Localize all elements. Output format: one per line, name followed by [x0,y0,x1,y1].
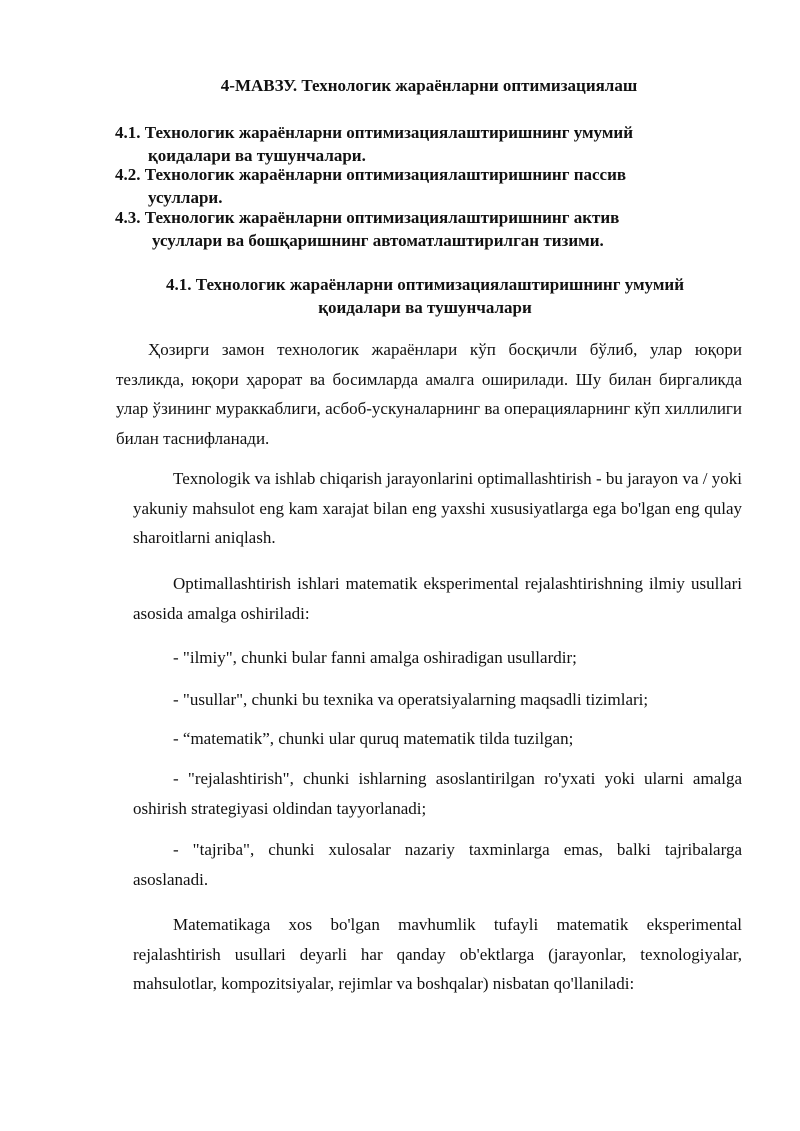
list-item: - "ilmiy", chunki bular fanni amalga oshiradigan usullardir; [173,648,577,667]
list-item: - "usullar", chunki bu texnika va operatsiyalarning maqsadli tizimlari; [173,690,649,709]
paragraph-basis: Optimallashtirish ishlari matematik eksperimental rejalashtirishning ilmiy usullari asosida amalga oshiriladi: [133,574,742,623]
toc-number: 4.2. [115,165,141,184]
section-heading-line1: 4.1. Технологик жараёнларни оптимизациялаштиришнинг умумий [166,275,684,294]
section-heading [120,273,730,319]
list-item: - "rejalashtirish", chunki ishlarning asoslantirilgan ro'yxati yoki ularni amalga oshirish strategiyasi oldindan tayyorlanadi; [133,769,742,818]
toc-text: Технологик жараёнларни оптимизациялаштиришнинг актив [144,208,620,227]
toc-text-continued: қоидалари ва тушунчалари. [148,146,366,165]
toc-item-4-2 [115,163,755,209]
paragraph-closing: Matematikaga xos bo'lgan mavhumlik tufayli matematik eksperimental rejalashtirish usullari deyarli har qanday ob'ektlarga (jarayonlar, texnologiyalar, mahsulotlar, kompozitsiyalar, rejimlar va boshqalar) nisbatan qo'llaniladi: [133,915,742,993]
toc-text-continued: усуллари. [148,188,223,207]
paragraph-definition: Texnologik va ishlab chiqarish jarayonlarini optimallashtirish - bu jarayon va / yoki yakuniy mahsulot eng kam xarajat bilan eng yaxshi xususiyatlarga ega bo'lgan eng qulay sharoitlarni aniqlash. [133,469,742,547]
page-title: 4-МАВЗУ. Технологик жараёнларни оптимизациялаш [220,76,638,95]
section-heading-line2: қоидалари ва тушунчалари [318,298,532,317]
list-item: - "tajriba", chunki xulosalar nazariy taxminlarga emas, balki tajribalarga asoslanadi. [133,840,742,889]
toc-text: Технологик жараёнларни оптимизациялаштиришнинг пассив [144,165,627,184]
toc-number: 4.1. [115,123,141,142]
toc-text: Технологик жараёнларни оптимизациялаштиришнинг умумий [144,123,633,142]
list-item: - “matematik”, chunki ular quruq matematik tilda tuzilgan; [173,729,574,748]
toc-item-4-3 [115,206,755,252]
toc-number: 4.3. [115,208,141,227]
toc-text-continued: усуллари ва бошқаришнинг автоматлаштирилган тизими. [152,231,604,250]
toc-item-4-1 [115,121,755,167]
paragraph-intro: Ҳозирги замон технологик жараёнлари кўп босқичли бўлиб, улар юқори тезликда, юқори ҳарорат ва босимларда амалга оширилади. Шу билан биргаликда улар ўзининг мураккаблиги, асбоб-ускуналарнинг ва операцияларнинг кўп хиллилиги билан таснифланади. [116,340,742,448]
